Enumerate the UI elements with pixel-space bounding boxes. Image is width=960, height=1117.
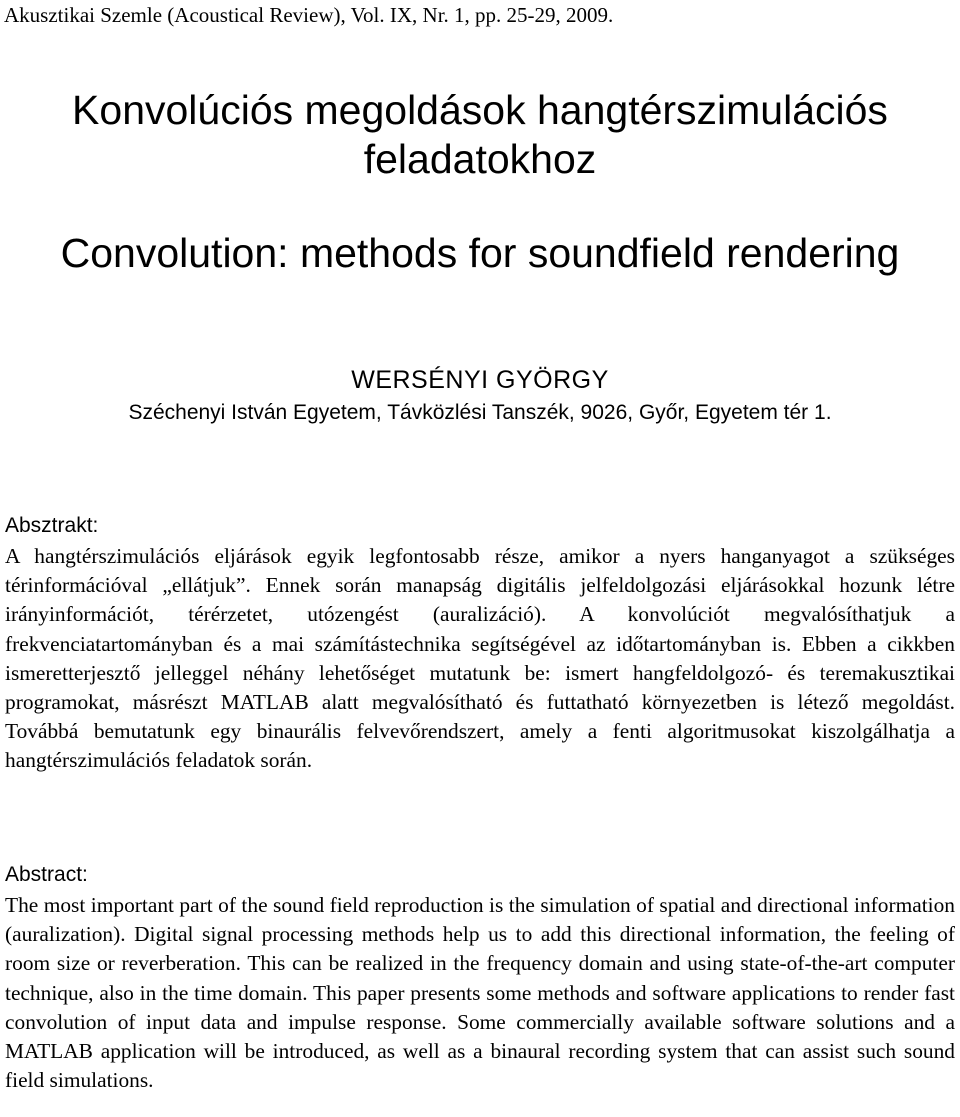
author-affiliation: Széchenyi István Egyetem, Távközlési Tanszék, 9026, Győr, Egyetem tér 1. [128, 401, 832, 424]
title-hungarian: Konvolúciós megoldások hangtérszimulációs feladatokhoz [72, 87, 888, 182]
abstract-en-text: The most important part of the sound field reproduction is the simulation of spatial and directional information (auralization). Digital signal processing methods help us to add this directional information, the feeling of room size or reverberation. This can be realized in the frequency domain and using state-of-the-art computer technique, also in the time domain. This paper presents some methods and software applications to render fast convolution of input data and impulse response. Some commercially available software solutions and a MATLAB application will be introduced, as well as a binaural recording system that can assist such sound field simulations. [5, 893, 955, 1093]
abstract-hu-heading: Absztrakt: [5, 514, 99, 537]
abstract-en-heading: Abstract: [5, 863, 88, 886]
author-name: WERSÉNYI GYÖRGY [351, 366, 609, 394]
abstract-hu-text: A hangtérszimulációs eljárások egyik legfontosabb része, amikor a nyers hanganyagot a szükséges térinformációval „ellátjuk”. Ennek során manapság digitális jelfeldolgozási eljárásokkal hozunk létre irányinformációt, térérzetet, utózengést (auralizáció). A konvolúciót megvalósíthatjuk a frekvenciatartományban és a mai számítástechnika segítségével az időtartományban is. Ebben a cikkben ismeretterjesztő jelleggel néhány lehetőséget mutatunk be: ismert hangfeldolgozó- és teremakusztikai programokat, másrészt MATLAB alatt megvalósítható és futtatható környezetben is létező megoldást. Továbbá bemutatunk egy binaurális felvevőrendszert, amely a fenti algoritmusokat kiszolgálhatja a hangtérszimulációs feladatok során. [5, 544, 955, 773]
journal-citation: Akusztikai Szemle (Acoustical Review), Vol. IX, Nr. 1, pp. 25-29, 2009. [4, 3, 614, 27]
title-english: Convolution: methods for soundfield rendering [60, 230, 900, 276]
